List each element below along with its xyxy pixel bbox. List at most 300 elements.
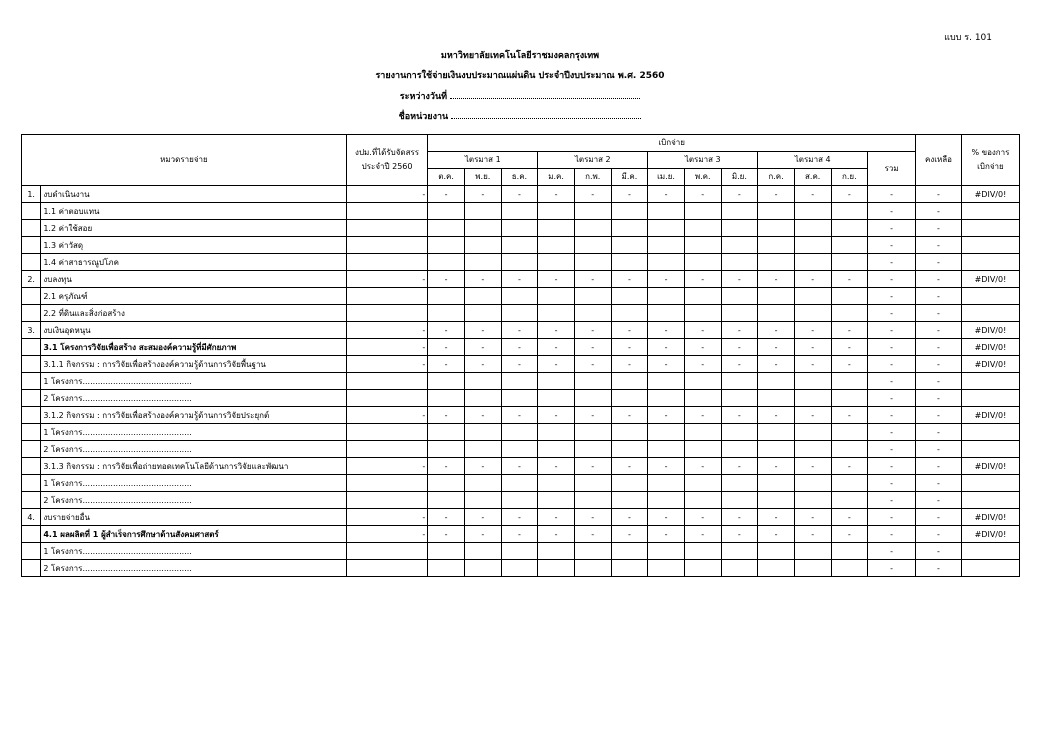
month-cell[interactable]: - (794, 407, 831, 424)
month-cell[interactable] (611, 373, 648, 390)
month-cell[interactable] (574, 441, 611, 458)
month-cell[interactable]: - (464, 339, 501, 356)
month-cell[interactable] (758, 237, 795, 254)
month-cell[interactable] (758, 254, 795, 271)
month-cell[interactable] (464, 543, 501, 560)
month-cell[interactable] (538, 560, 575, 577)
month-cell[interactable] (758, 305, 795, 322)
month-cell[interactable] (758, 390, 795, 407)
month-cell[interactable] (611, 203, 648, 220)
month-cell[interactable] (538, 424, 575, 441)
month-cell[interactable]: - (574, 322, 611, 339)
month-cell[interactable]: - (464, 407, 501, 424)
month-cell[interactable]: - (684, 322, 721, 339)
month-cell[interactable] (794, 220, 831, 237)
month-cell[interactable] (428, 220, 465, 237)
month-cell[interactable] (794, 424, 831, 441)
budget-cell[interactable]: - (346, 271, 427, 288)
month-cell[interactable] (831, 237, 868, 254)
month-cell[interactable] (574, 203, 611, 220)
month-cell[interactable] (831, 475, 868, 492)
budget-cell[interactable] (346, 203, 427, 220)
month-cell[interactable] (464, 220, 501, 237)
month-cell[interactable] (574, 543, 611, 560)
month-cell[interactable]: - (758, 407, 795, 424)
month-cell[interactable] (611, 288, 648, 305)
month-cell[interactable]: - (721, 322, 758, 339)
month-cell[interactable] (684, 424, 721, 441)
month-cell[interactable] (831, 254, 868, 271)
month-cell[interactable] (794, 373, 831, 390)
month-cell[interactable] (794, 492, 831, 509)
month-cell[interactable] (611, 254, 648, 271)
month-cell[interactable]: - (538, 271, 575, 288)
month-cell[interactable] (794, 560, 831, 577)
month-cell[interactable]: - (794, 458, 831, 475)
month-cell[interactable]: - (538, 186, 575, 203)
month-cell[interactable]: - (721, 356, 758, 373)
month-cell[interactable]: - (721, 458, 758, 475)
month-cell[interactable]: - (538, 356, 575, 373)
month-cell[interactable]: - (758, 526, 795, 543)
month-cell[interactable] (611, 492, 648, 509)
month-cell[interactable] (721, 390, 758, 407)
month-cell[interactable]: - (611, 322, 648, 339)
month-cell[interactable] (464, 492, 501, 509)
month-cell[interactable]: - (684, 339, 721, 356)
month-cell[interactable] (831, 305, 868, 322)
month-cell[interactable] (721, 441, 758, 458)
month-cell[interactable] (758, 441, 795, 458)
month-cell[interactable] (758, 543, 795, 560)
month-cell[interactable] (648, 305, 685, 322)
month-cell[interactable] (428, 492, 465, 509)
month-cell[interactable] (428, 288, 465, 305)
month-cell[interactable] (721, 203, 758, 220)
month-cell[interactable] (428, 237, 465, 254)
month-cell[interactable] (648, 560, 685, 577)
month-cell[interactable] (721, 288, 758, 305)
month-cell[interactable]: - (758, 356, 795, 373)
month-cell[interactable] (538, 254, 575, 271)
month-cell[interactable] (574, 373, 611, 390)
budget-cell[interactable]: - (346, 509, 427, 526)
budget-cell[interactable] (346, 288, 427, 305)
month-cell[interactable] (648, 543, 685, 560)
month-cell[interactable] (501, 288, 538, 305)
month-cell[interactable] (648, 237, 685, 254)
month-cell[interactable]: - (538, 322, 575, 339)
month-cell[interactable] (721, 220, 758, 237)
month-cell[interactable]: - (464, 458, 501, 475)
month-cell[interactable] (611, 390, 648, 407)
month-cell[interactable]: - (684, 526, 721, 543)
month-cell[interactable] (538, 390, 575, 407)
month-cell[interactable] (831, 441, 868, 458)
month-cell[interactable]: - (464, 509, 501, 526)
month-cell[interactable]: - (428, 407, 465, 424)
month-cell[interactable]: - (574, 509, 611, 526)
month-cell[interactable] (574, 424, 611, 441)
month-cell[interactable]: - (648, 339, 685, 356)
budget-cell[interactable] (346, 237, 427, 254)
month-cell[interactable]: - (611, 271, 648, 288)
month-cell[interactable] (574, 305, 611, 322)
month-cell[interactable]: - (464, 322, 501, 339)
month-cell[interactable]: - (611, 186, 648, 203)
month-cell[interactable] (831, 560, 868, 577)
month-cell[interactable] (648, 390, 685, 407)
month-cell[interactable]: - (501, 458, 538, 475)
month-cell[interactable] (464, 288, 501, 305)
month-cell[interactable] (721, 560, 758, 577)
month-cell[interactable] (501, 254, 538, 271)
budget-cell[interactable] (346, 373, 427, 390)
month-cell[interactable] (648, 492, 685, 509)
month-cell[interactable] (721, 254, 758, 271)
month-cell[interactable]: - (611, 526, 648, 543)
budget-cell[interactable]: - (346, 186, 427, 203)
month-cell[interactable] (538, 373, 575, 390)
month-cell[interactable] (794, 441, 831, 458)
month-cell[interactable] (501, 492, 538, 509)
month-cell[interactable] (684, 220, 721, 237)
month-cell[interactable] (648, 475, 685, 492)
month-cell[interactable]: - (721, 526, 758, 543)
month-cell[interactable]: - (648, 356, 685, 373)
month-cell[interactable] (794, 254, 831, 271)
budget-cell[interactable] (346, 254, 427, 271)
month-cell[interactable] (428, 441, 465, 458)
month-cell[interactable]: - (538, 458, 575, 475)
month-cell[interactable]: - (794, 526, 831, 543)
month-cell[interactable] (574, 237, 611, 254)
month-cell[interactable]: - (684, 458, 721, 475)
month-cell[interactable] (428, 305, 465, 322)
month-cell[interactable]: - (831, 407, 868, 424)
month-cell[interactable]: - (794, 186, 831, 203)
month-cell[interactable]: - (574, 526, 611, 543)
month-cell[interactable] (428, 373, 465, 390)
month-cell[interactable] (684, 560, 721, 577)
month-cell[interactable] (648, 220, 685, 237)
month-cell[interactable] (684, 305, 721, 322)
month-cell[interactable] (501, 543, 538, 560)
budget-cell[interactable] (346, 424, 427, 441)
month-cell[interactable]: - (831, 186, 868, 203)
month-cell[interactable]: - (648, 526, 685, 543)
month-cell[interactable]: - (428, 458, 465, 475)
month-cell[interactable] (794, 390, 831, 407)
month-cell[interactable] (684, 288, 721, 305)
month-cell[interactable]: - (428, 339, 465, 356)
month-cell[interactable] (464, 441, 501, 458)
month-cell[interactable] (648, 203, 685, 220)
month-cell[interactable]: - (684, 186, 721, 203)
month-cell[interactable]: - (464, 356, 501, 373)
budget-cell[interactable]: - (346, 356, 427, 373)
month-cell[interactable]: - (794, 509, 831, 526)
month-cell[interactable]: - (611, 356, 648, 373)
month-cell[interactable] (501, 390, 538, 407)
budget-cell[interactable]: - (346, 526, 427, 543)
month-cell[interactable] (428, 424, 465, 441)
month-cell[interactable] (684, 203, 721, 220)
month-cell[interactable]: - (758, 509, 795, 526)
month-cell[interactable]: - (574, 356, 611, 373)
month-cell[interactable] (464, 237, 501, 254)
month-cell[interactable] (831, 543, 868, 560)
month-cell[interactable] (721, 492, 758, 509)
month-cell[interactable]: - (648, 322, 685, 339)
month-cell[interactable] (758, 492, 795, 509)
month-cell[interactable] (758, 560, 795, 577)
month-cell[interactable]: - (831, 339, 868, 356)
month-cell[interactable] (684, 475, 721, 492)
month-cell[interactable] (721, 543, 758, 560)
month-cell[interactable]: - (648, 458, 685, 475)
month-cell[interactable] (464, 254, 501, 271)
budget-cell[interactable]: - (346, 407, 427, 424)
month-cell[interactable] (501, 203, 538, 220)
month-cell[interactable] (428, 203, 465, 220)
month-cell[interactable] (794, 475, 831, 492)
month-cell[interactable] (831, 492, 868, 509)
month-cell[interactable]: - (721, 407, 758, 424)
budget-cell[interactable] (346, 543, 427, 560)
month-cell[interactable]: - (574, 271, 611, 288)
month-cell[interactable]: - (428, 509, 465, 526)
month-cell[interactable]: - (501, 356, 538, 373)
month-cell[interactable] (501, 560, 538, 577)
month-cell[interactable] (611, 220, 648, 237)
month-cell[interactable] (794, 543, 831, 560)
month-cell[interactable] (538, 305, 575, 322)
month-cell[interactable] (758, 424, 795, 441)
month-cell[interactable] (501, 305, 538, 322)
month-cell[interactable]: - (428, 356, 465, 373)
budget-cell[interactable] (346, 390, 427, 407)
month-cell[interactable] (831, 373, 868, 390)
month-cell[interactable]: - (831, 356, 868, 373)
month-cell[interactable] (538, 441, 575, 458)
month-cell[interactable]: - (574, 407, 611, 424)
month-cell[interactable]: - (501, 186, 538, 203)
month-cell[interactable] (684, 254, 721, 271)
month-cell[interactable]: - (428, 322, 465, 339)
month-cell[interactable] (648, 254, 685, 271)
month-cell[interactable] (831, 424, 868, 441)
month-cell[interactable]: - (648, 186, 685, 203)
month-cell[interactable]: - (464, 526, 501, 543)
month-cell[interactable]: - (464, 186, 501, 203)
month-cell[interactable]: - (831, 509, 868, 526)
month-cell[interactable]: - (831, 271, 868, 288)
budget-cell[interactable]: - (346, 339, 427, 356)
month-cell[interactable] (721, 424, 758, 441)
month-cell[interactable]: - (501, 526, 538, 543)
month-cell[interactable] (611, 237, 648, 254)
month-cell[interactable]: - (428, 526, 465, 543)
month-cell[interactable]: - (538, 509, 575, 526)
month-cell[interactable] (538, 288, 575, 305)
month-cell[interactable] (538, 237, 575, 254)
month-cell[interactable]: - (758, 322, 795, 339)
month-cell[interactable]: - (574, 186, 611, 203)
month-cell[interactable] (648, 424, 685, 441)
month-cell[interactable] (684, 543, 721, 560)
month-cell[interactable] (721, 475, 758, 492)
month-cell[interactable] (684, 237, 721, 254)
month-cell[interactable]: - (758, 339, 795, 356)
month-cell[interactable] (538, 492, 575, 509)
month-cell[interactable] (758, 220, 795, 237)
month-cell[interactable] (464, 475, 501, 492)
month-cell[interactable] (464, 560, 501, 577)
month-cell[interactable]: - (684, 271, 721, 288)
budget-cell[interactable] (346, 492, 427, 509)
month-cell[interactable]: - (501, 271, 538, 288)
month-cell[interactable]: - (428, 186, 465, 203)
month-cell[interactable] (648, 288, 685, 305)
month-cell[interactable] (831, 288, 868, 305)
month-cell[interactable] (501, 424, 538, 441)
period-blank[interactable] (450, 90, 640, 99)
month-cell[interactable] (684, 492, 721, 509)
month-cell[interactable]: - (758, 458, 795, 475)
month-cell[interactable] (501, 237, 538, 254)
month-cell[interactable]: - (574, 339, 611, 356)
month-cell[interactable] (721, 237, 758, 254)
budget-cell[interactable] (346, 305, 427, 322)
month-cell[interactable]: - (758, 186, 795, 203)
month-cell[interactable] (721, 373, 758, 390)
month-cell[interactable] (611, 441, 648, 458)
month-cell[interactable]: - (538, 407, 575, 424)
month-cell[interactable]: - (611, 509, 648, 526)
month-cell[interactable] (501, 441, 538, 458)
month-cell[interactable]: - (721, 186, 758, 203)
month-cell[interactable]: - (611, 407, 648, 424)
month-cell[interactable]: - (501, 339, 538, 356)
unit-blank[interactable] (451, 110, 641, 119)
month-cell[interactable]: - (611, 458, 648, 475)
month-cell[interactable] (538, 543, 575, 560)
month-cell[interactable] (794, 237, 831, 254)
month-cell[interactable] (758, 203, 795, 220)
month-cell[interactable] (501, 373, 538, 390)
month-cell[interactable] (574, 475, 611, 492)
budget-cell[interactable]: - (346, 458, 427, 475)
month-cell[interactable]: - (831, 322, 868, 339)
month-cell[interactable]: - (648, 407, 685, 424)
month-cell[interactable] (501, 220, 538, 237)
month-cell[interactable] (684, 441, 721, 458)
month-cell[interactable] (538, 475, 575, 492)
month-cell[interactable] (464, 203, 501, 220)
month-cell[interactable] (611, 424, 648, 441)
month-cell[interactable]: - (794, 322, 831, 339)
month-cell[interactable]: - (538, 526, 575, 543)
month-cell[interactable]: - (721, 509, 758, 526)
month-cell[interactable] (794, 288, 831, 305)
month-cell[interactable]: - (831, 526, 868, 543)
month-cell[interactable] (794, 203, 831, 220)
month-cell[interactable]: - (648, 509, 685, 526)
month-cell[interactable] (831, 203, 868, 220)
month-cell[interactable]: - (794, 356, 831, 373)
month-cell[interactable] (574, 254, 611, 271)
month-cell[interactable]: - (501, 509, 538, 526)
month-cell[interactable]: - (648, 271, 685, 288)
month-cell[interactable] (611, 475, 648, 492)
month-cell[interactable]: - (501, 407, 538, 424)
month-cell[interactable] (428, 560, 465, 577)
month-cell[interactable] (428, 543, 465, 560)
month-cell[interactable] (794, 305, 831, 322)
month-cell[interactable] (428, 475, 465, 492)
month-cell[interactable] (464, 305, 501, 322)
month-cell[interactable]: - (538, 339, 575, 356)
month-cell[interactable] (574, 560, 611, 577)
month-cell[interactable] (831, 220, 868, 237)
budget-cell[interactable] (346, 560, 427, 577)
month-cell[interactable]: - (464, 271, 501, 288)
month-cell[interactable]: - (428, 271, 465, 288)
month-cell[interactable] (464, 373, 501, 390)
month-cell[interactable] (464, 390, 501, 407)
month-cell[interactable] (611, 560, 648, 577)
month-cell[interactable] (464, 424, 501, 441)
month-cell[interactable] (758, 475, 795, 492)
month-cell[interactable] (758, 288, 795, 305)
month-cell[interactable] (428, 254, 465, 271)
budget-cell[interactable] (346, 220, 427, 237)
month-cell[interactable]: - (574, 458, 611, 475)
month-cell[interactable] (538, 203, 575, 220)
budget-cell[interactable] (346, 475, 427, 492)
month-cell[interactable] (574, 390, 611, 407)
month-cell[interactable] (611, 543, 648, 560)
month-cell[interactable]: - (684, 407, 721, 424)
month-cell[interactable] (574, 288, 611, 305)
month-cell[interactable] (574, 220, 611, 237)
month-cell[interactable] (648, 373, 685, 390)
month-cell[interactable]: - (794, 271, 831, 288)
month-cell[interactable] (721, 305, 758, 322)
month-cell[interactable] (648, 441, 685, 458)
budget-cell[interactable]: - (346, 322, 427, 339)
month-cell[interactable]: - (611, 339, 648, 356)
month-cell[interactable] (611, 305, 648, 322)
month-cell[interactable]: - (721, 271, 758, 288)
month-cell[interactable] (758, 373, 795, 390)
month-cell[interactable] (831, 390, 868, 407)
month-cell[interactable] (684, 373, 721, 390)
month-cell[interactable]: - (794, 339, 831, 356)
month-cell[interactable]: - (684, 356, 721, 373)
month-cell[interactable] (538, 220, 575, 237)
month-cell[interactable]: - (758, 271, 795, 288)
month-cell[interactable] (428, 390, 465, 407)
month-cell[interactable]: - (684, 509, 721, 526)
budget-cell[interactable] (346, 441, 427, 458)
month-cell[interactable]: - (831, 458, 868, 475)
month-cell[interactable] (574, 492, 611, 509)
month-cell[interactable]: - (721, 339, 758, 356)
month-cell[interactable]: - (501, 322, 538, 339)
month-cell[interactable] (501, 475, 538, 492)
